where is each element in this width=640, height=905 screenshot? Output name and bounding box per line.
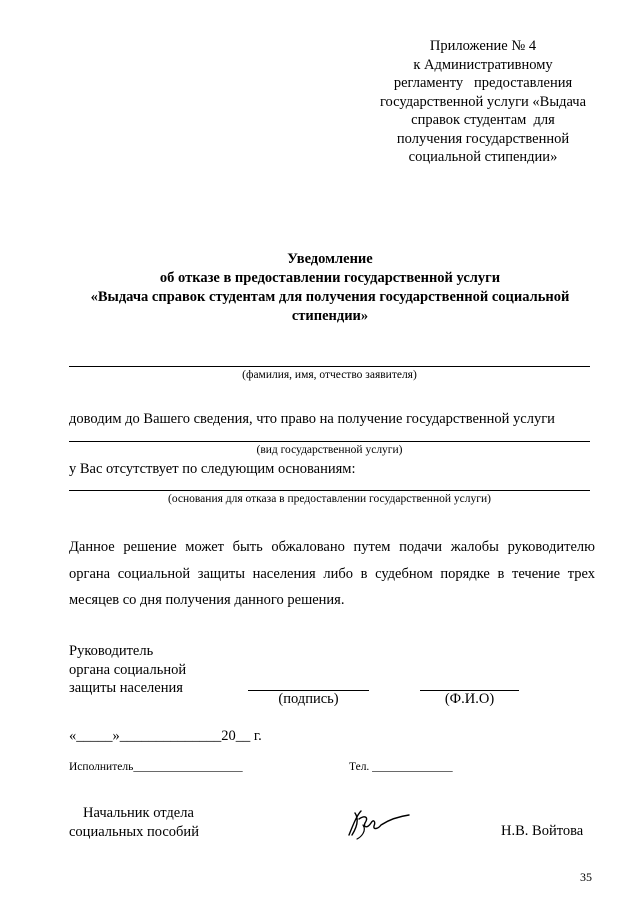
appendix-line: регламенту предоставления [393, 75, 573, 91]
applicant-name-line [69, 366, 590, 367]
appendix-line: социальной стипендии» [408, 149, 558, 165]
title-line: об отказе в предоставлении государственной услуги [159, 270, 501, 286]
executor-label: Исполнитель___________________ [69, 761, 243, 773]
handwritten-signature [343, 805, 415, 841]
footer-role-line: Начальник отдела [83, 805, 194, 821]
service-caption: (вид государственной услуги) [256, 444, 403, 456]
appendix-line: государственной услуги «Выдача [379, 93, 587, 110]
applicant-caption: (фамилия, имя, отчество заявителя) [242, 369, 417, 381]
footer-role [69, 804, 199, 841]
appendix-block [360, 37, 606, 167]
appeal-paragraph: Данное решение может быть обжаловано путем подачи жалобы руководителю органа социальной защиты населения либо в судебном порядке в течение трех месяцев со дня получения данного решения. [69, 539, 595, 608]
document-title [60, 250, 600, 326]
signature-caption: (подпись) [278, 691, 339, 707]
intro-text: доводим до Вашего сведения, что право на получение государственной услуги [69, 411, 555, 427]
appendix-line: получения государственной [396, 130, 570, 147]
service-type-line [69, 441, 590, 442]
title-line: «Выдача справок студентам для получения государственной социальной [90, 289, 570, 305]
date-line: «_____»______________20__ г. [69, 728, 262, 744]
name-caption: (Ф.И.О) [444, 691, 495, 707]
appendix-line: Приложение № 4 [429, 38, 537, 54]
title-line: стипендии» [291, 308, 369, 324]
appendix-line: справок студентам для [411, 112, 555, 128]
reasons-caption: (основания для отказа в предоставлении государственной услуги) [168, 493, 491, 505]
reasons-line [69, 490, 590, 491]
footer-role-line: социальных пособий [69, 823, 199, 840]
title-line: Уведомление [287, 251, 373, 267]
head-role-line: органа социальной [69, 661, 187, 678]
head-role [69, 642, 186, 698]
page-number: 35 [580, 870, 592, 884]
signer-name: Н.В. Войтова [501, 823, 584, 839]
absent-text: у Вас отсутствует по следующим основаниям: [69, 461, 356, 477]
head-role-line: Руководитель [69, 643, 154, 659]
head-role-line: защиты населения [69, 680, 183, 696]
phone-label: Тел. ______________ [349, 761, 453, 773]
appendix-line: к Административному [413, 56, 553, 73]
